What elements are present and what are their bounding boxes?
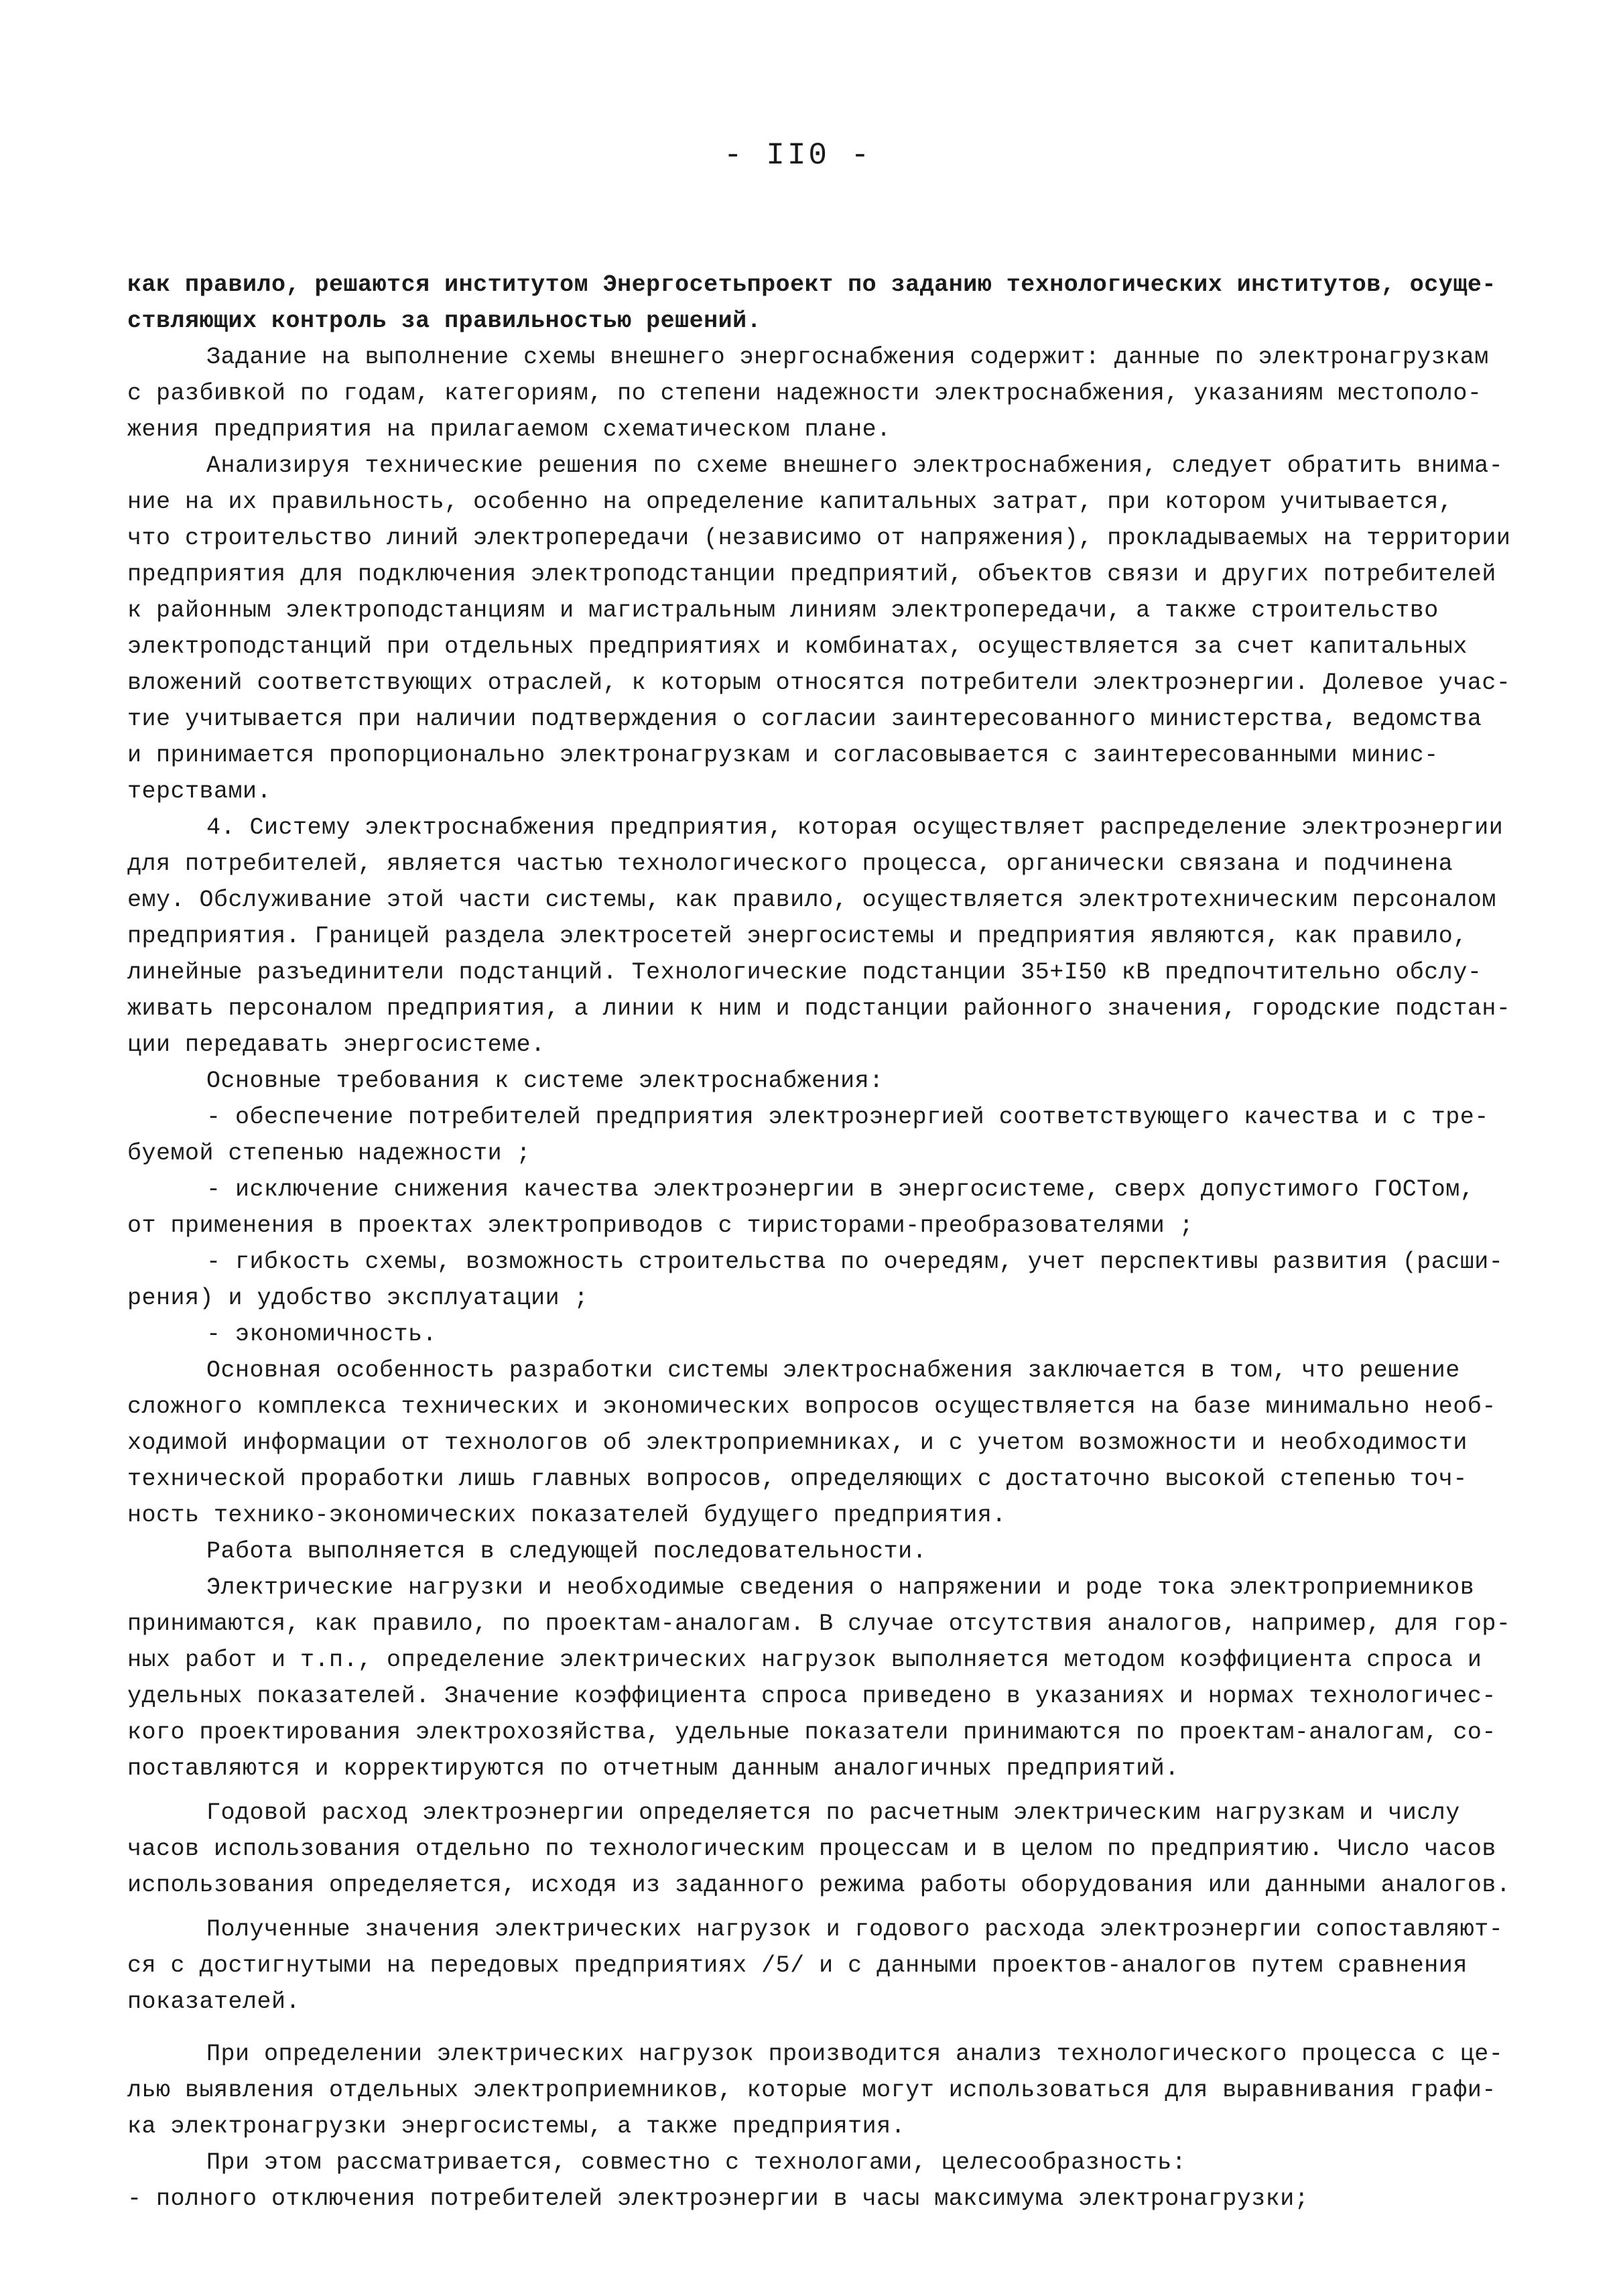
text-line: ему. Обслуживание этой части системы, как правило, осуществляется электротехническим персоналом — [127, 887, 1496, 913]
paragraph — [127, 1911, 1528, 2020]
text-line: линейные разъединители подстанций. Технологические подстанции 35+I50 кВ предпочтительно обслу- — [127, 959, 1482, 986]
text-line: терствами. — [127, 778, 272, 805]
text-line: ции передавать энергосистеме. — [127, 1031, 545, 1058]
text-line: Задание на выполнение схемы внешнего энергоснабжения содержит: данные по электронагрузкам — [206, 344, 1489, 371]
text-line: предприятия. Границей раздела электросетей энергосистемы и предприятия являются, как правило, — [127, 923, 1468, 950]
paragraph — [127, 810, 1528, 1063]
text-line: кого проектирования электрохозяйства, удельные показатели принимаются по проектам-аналогам, со- — [127, 1719, 1496, 1746]
text-line: от применения в проектах электроприводов с тиристорами-преобразователями ; — [127, 1212, 1194, 1239]
text-line: как правило, решаются институтом Энергосетьпроект по заданию технологических институтов, осуще- — [127, 271, 1496, 298]
text-line: вложений соответствующих отраслей, к которым относятся потребители электроэнергии. Долевое учас- — [127, 669, 1511, 696]
text-line: с разбивкой по годам, категориям, по степени надежности электроснабжения, указаниям местополо- — [127, 380, 1482, 407]
text-line: Полученные значения электрических нагрузок и годового расхода электроэнергии сопоставляют- — [206, 1916, 1504, 1943]
text-line: При определении электрических нагрузок производится анализ технологического процесса с це- — [206, 2041, 1504, 2067]
text-line: ся с достигнутыми на передовых предприятиях /5/ и с данными проектов-аналогов путем сравнения — [127, 1952, 1468, 1979]
list-item: - гибкость схемы, возможность строительства по очередям, учет перспективы развития (расши- — [206, 1249, 1504, 1275]
paragraph — [127, 1063, 1528, 1352]
text-line: ность технико-экономических показателей будущего предприятия. — [127, 1502, 1007, 1529]
text-line: ных работ и т.п., определение электрических нагрузок выполняется методом коэффициента спроса и — [127, 1647, 1482, 1673]
paragraph — [127, 2036, 1528, 2145]
paragraph — [127, 1570, 1528, 1787]
text-line: поставляются и корректируются по отчетным данным аналогичных предприятий. — [127, 1755, 1179, 1782]
list-item: - экономичность. — [206, 1321, 438, 1348]
paragraph — [127, 448, 1528, 810]
text-line: жения предприятия на прилагаемом схематическом плане. — [127, 416, 891, 443]
text-line: сложного комплекса технических и экономических вопросов осуществляется на базе минимально необ- — [127, 1393, 1496, 1420]
text-line: принимаются, как правило, по проектам-аналогам. В случае отсутствия аналогов, например, для гор- — [127, 1610, 1511, 1637]
text-line: удельных показателей. Значение коэффициента спроса приведено в указаниях и нормах технологичес- — [127, 1683, 1496, 1710]
paragraph — [127, 267, 1528, 339]
text-line: технической проработки лишь главных вопросов, определяющих с достаточно высокой степенью точ- — [127, 1466, 1468, 1492]
text-line: использования определяется, исходя из заданного режима работы оборудования или данными аналогов. — [127, 1872, 1511, 1899]
list-item: - исключение снижения качества электроэнергии в энергосистеме, сверх допустимого ГОСТом, — [206, 1176, 1475, 1203]
text-line: Годовой расход электроэнергии определяется по расчетным электрическим нагрузкам и числу — [206, 1799, 1460, 1826]
text-line: Работа выполняется в следующей последовательности. — [206, 1538, 927, 1565]
text-line: предприятия для подключения электроподстанции предприятий, объектов связи и других потребителей — [127, 561, 1496, 588]
text-line: электроподстанций при отдельных предприятиях и комбинатах, осуществляется за счет капитальных — [127, 633, 1468, 660]
text-line: 4. Систему электроснабжения предприятия, которая осуществляет распределение электроэнергии — [206, 814, 1504, 841]
text-line: ходимой информации от технологов об электроприемниках, и с учетом возможности и необходимости — [127, 1429, 1468, 1456]
paragraph — [127, 339, 1528, 448]
text-line: При этом рассматривается, совместно с технологами, целесообразность: — [206, 2149, 1187, 2176]
text-line: рения) и удобство эксплуатации ; — [127, 1285, 589, 1312]
text-line: для потребителей, является частью технологического процесса, органически связана и подчинена — [127, 850, 1453, 877]
paragraph — [127, 1533, 1528, 1570]
text-line: ние на их правильность, особенно на определение капитальных затрат, при котором учитывается, — [127, 489, 1453, 515]
text-line: Анализируя технические решения по схеме внешнего электроснабжения, следует обратить внима- — [206, 452, 1504, 479]
text-line: Основная особенность разработки системы электроснабжения заключается в том, что решение — [206, 1357, 1460, 1384]
text-line: лью выявления отдельных электроприемников, которые могут использоваться для выравнивания графи- — [127, 2077, 1496, 2104]
paragraph — [127, 1795, 1528, 1903]
text-line: и принимается пропорционально электронагрузкам и согласовывается с заинтересованными минис- — [127, 742, 1439, 769]
text-line: показателей. — [127, 1988, 301, 2015]
text-line: что строительство линий электропередачи (независимо от напряжения), прокладываемых на территории — [127, 525, 1511, 552]
text-line: к районным электроподстанциям и магистральным линиям электропередачи, а также строительство — [127, 597, 1439, 624]
text-line: часов использования отдельно по технологическим процессам и в целом по предприятию. Число часов — [127, 1836, 1496, 1862]
list-item: - обеспечение потребителей предприятия электроэнергией соответствующего качества и с тре- — [206, 1104, 1489, 1131]
list-item: - полного отключения потребителей электроэнергии в часы максимума электронагрузки; — [127, 2185, 1309, 2212]
paragraph — [127, 1352, 1528, 1533]
body-text — [127, 267, 1528, 2217]
text-line: ствляющих контроль за правильностью решений. — [127, 308, 762, 334]
text-line: ка электронагрузки энергосистемы, а также предприятия. — [127, 2113, 906, 2140]
text-line: Основные требования к системе электроснабжения: — [206, 1068, 884, 1094]
text-line: Электрические нагрузки и необходимые сведения о напряжении и роде тока электроприемников — [206, 1574, 1475, 1601]
text-line: буемой степенью надежности ; — [127, 1140, 531, 1167]
paragraph — [127, 2145, 1528, 2217]
text-line: живать персоналом предприятия, а линии к ним и подстанции районного значения, городские подстан- — [127, 995, 1511, 1022]
page-number: - II0 - — [724, 138, 872, 173]
text-line: тие учитывается при наличии подтверждения о согласии заинтересованного министерства, ведомства — [127, 706, 1482, 732]
